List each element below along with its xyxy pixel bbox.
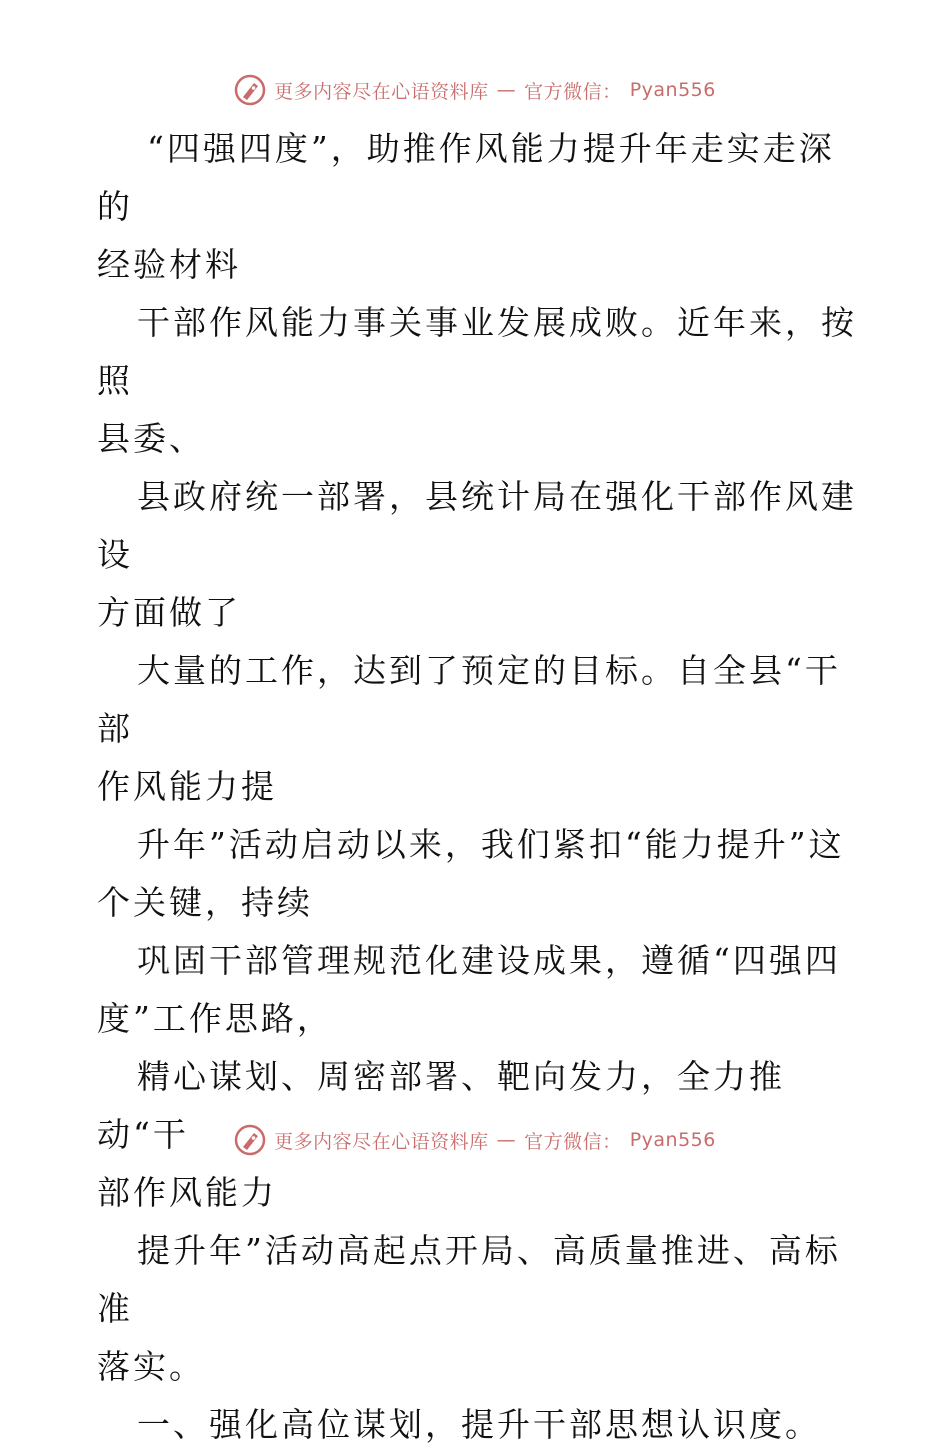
watermark-dash: —: [496, 79, 517, 101]
pen-nib-logo-icon: [234, 1124, 266, 1156]
doc-line: 干部作风能力事关事业发展成败。近年来，按照: [97, 303, 857, 400]
doc-line: 县政府统一部署，县统计局在强化干部作风建设: [97, 477, 857, 574]
doc-title-line-1: “四强四度”，助推作风能力提升年走实走深的: [97, 129, 835, 226]
doc-line: 提升年”活动高起点开局、高质量推进、高标准: [97, 1231, 841, 1328]
doc-line: 县委、: [97, 419, 205, 458]
doc-line: 度”工作思路，: [97, 999, 333, 1038]
doc-line: 部作风能力: [97, 1173, 277, 1212]
doc-line: 大量的工作，达到了预定的目标。自全县“干部: [97, 651, 841, 748]
header-watermark: [0, 70, 950, 110]
doc-line: 方面做了: [97, 593, 241, 632]
doc-line: 巩固干部管理规范化建设成果，遵循“四强四: [137, 941, 841, 980]
doc-line: 精心谋划、周密部署、靶向发力，全力推动“干: [97, 1057, 785, 1154]
doc-line: 升年”活动启动以来，我们紧扣“能力提升”这: [137, 825, 845, 864]
doc-line: 作风能力提: [97, 767, 277, 806]
watermark-wechat-id: Pyan556: [629, 1129, 716, 1151]
doc-line: 个关键，持续: [97, 883, 313, 922]
document-body: [97, 120, 857, 1454]
watermark-text: 更多内容尽在心语资料库: [274, 80, 489, 103]
section-heading: 一、强化高位谋划，提升干部思想认识度。: [137, 1405, 821, 1444]
watermark-dash: —: [496, 1129, 517, 1151]
pen-nib-logo-icon: [234, 74, 266, 106]
watermark-official-label: 官方微信：: [524, 80, 622, 103]
doc-line: 落实。: [97, 1347, 205, 1386]
watermark-wechat-id: Pyan556: [629, 79, 716, 101]
watermark-text: 更多内容尽在心语资料库: [274, 1130, 489, 1153]
footer-watermark: [0, 1120, 950, 1160]
watermark-official-label: 官方微信：: [524, 1130, 622, 1153]
doc-title-line-2: 经验材料: [97, 245, 241, 284]
